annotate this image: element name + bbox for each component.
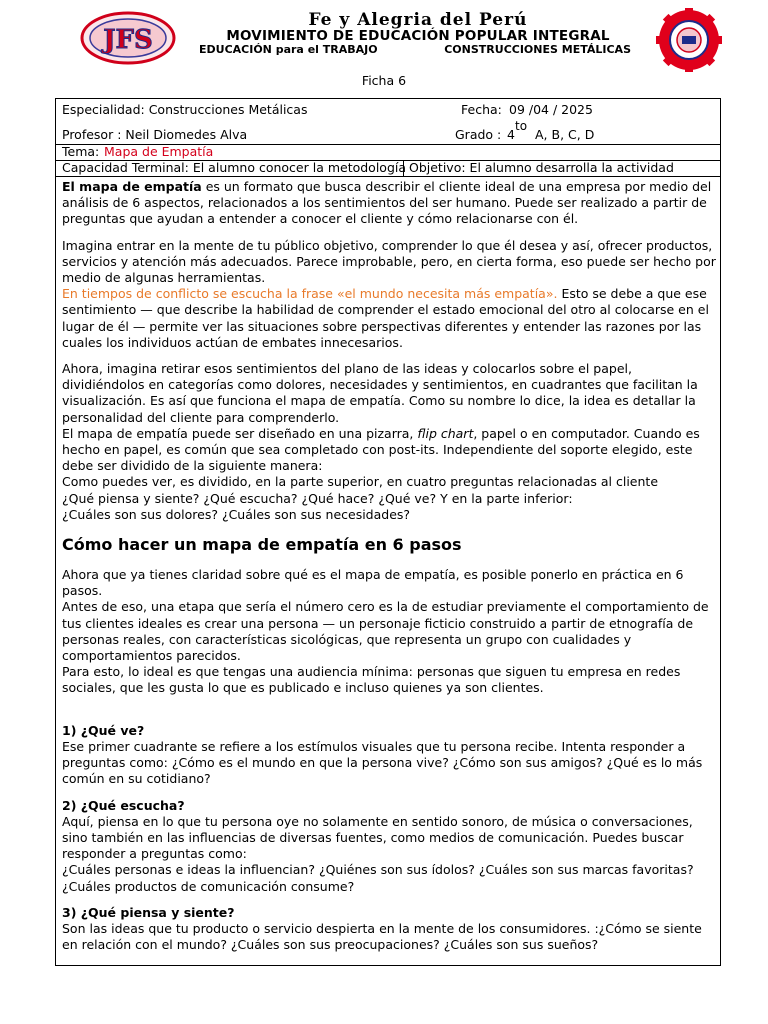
paragraph: ¿Cuáles productos de comunicación consume? <box>62 878 355 894</box>
fecha-value: 09 /04 / 2025 <box>509 102 593 117</box>
fecha-label: Fecha: <box>461 102 502 117</box>
org-name: Fe y Alegria del Perú <box>308 10 528 30</box>
paragraph: Para esto, lo ideal es que tengas una audiencia mínima: personas que siguen tu empresa en redes sociales, que les gusta lo que es publicado e incluso quienes ya son clientes. <box>62 664 681 696</box>
grado-num: 4 <box>507 127 515 142</box>
paragraph: Como puedes ver, es dividido, en la parte superior, en cuatro preguntas relacionadas al cliente <box>62 474 659 490</box>
paragraph: ¿Cuáles personas e ideas la influencian? ¿Quiénes son sus ídolos? ¿Cuáles son sus marcas favoritas? <box>62 862 694 878</box>
paragraph-text: Esto se debe a que ese sentimiento — que describe la habilidad de comprender el estado emocional del otro al colocarse en el lugar de él — permite ver las situaciones sobre perspectivas diferentes y entender las razones por las cuales los individuos actúan de embates innecesarios. <box>62 286 709 350</box>
paragraph: Ahora que ya tienes claridad sobre qué es el mapa de empatía, es posible ponerlo en práctica en 6 pasos. <box>62 567 684 599</box>
objetivo: Objetivo: El alumno desarrolla la actividad <box>409 160 674 175</box>
step-heading: 1) ¿Qué ve? <box>62 722 145 738</box>
gear-seal-icon <box>648 8 730 72</box>
movement-name: MOVIMIENTO DE EDUCACIÓN POPULAR INTEGRAL <box>226 28 610 44</box>
paragraph: ¿Cuáles son sus dolores? ¿Cuáles son sus necesidades? <box>62 506 411 522</box>
especialidad: Especialidad: Construcciones Metálicas <box>62 102 308 117</box>
tema-value: Mapa de Empatía <box>104 144 214 159</box>
paragraph <box>62 179 718 228</box>
paragraph: Son las ideas que tu producto o servicio despierta en la mente de los consumidores. :¿Cómo se siente en relación con el mundo? ¿Cuáles son sus preocupaciones? ¿Cuáles son sus sueños? <box>62 920 702 953</box>
paragraph <box>62 286 718 351</box>
paragraph <box>62 426 718 475</box>
area-line <box>183 43 653 56</box>
worksheet-content <box>62 179 718 953</box>
ficha-title: Ficha 6 <box>361 73 407 88</box>
paragraph: Aquí, piensa en lo que tu persona oye no solamente en sentido sonoro, de música o conversaciones, sino también en las influencias de diversas fuentes, como medios de comunicación. Puedes buscar responder a preguntas como: <box>62 813 693 862</box>
school-logo <box>80 10 176 66</box>
paragraph-text: es un formato que busca describir el cliente ideal de una empresa por medio del análisis de 6 aspectos, relacionados a los sentimientos del ser humano. Puede ser realizado a partir de preguntas que ayudan a entender a conocer el cliente y cómo relacionarse con él. <box>62 179 712 227</box>
tema-label: Tema: <box>62 144 100 159</box>
paragraph: ¿Qué piensa y siente? ¿Qué escucha? ¿Qué hace? ¿Qué ve? Y en la parte inferior: <box>62 490 573 506</box>
grado-sup: to <box>515 119 528 133</box>
paragraph-text: , papel o en computador. Cuando es hecho en papel, es común que sea completado con post-its. Independiente del soporte elegido, este debe ser dividido de la siguiente manera: <box>62 425 700 474</box>
paragraph: Ahora, imagina retirar esos sentimientos del plano de las ideas y colocarlos sobre el papel, dividiéndolos en categorías como dolores, necesidades y sentimientos, en cuadrantes que facilitan la visualización. Es así que funciona el mapa de empatía. Como su nombre lo dice, la idea es detallar la personalidad del cliente para comprenderlo. <box>62 361 698 425</box>
document-header <box>0 0 768 70</box>
grado-secciones: A, B, C, D <box>535 127 595 142</box>
section-heading: Cómo hacer un mapa de empatía en 6 pasos <box>62 535 462 555</box>
tema-row <box>56 145 720 161</box>
highlight-quote: En tiempos de conflicto se escucha la frase «el mundo necesita más empatía». <box>62 286 558 302</box>
paragraph-text: El mapa de empatía puede ser diseñado en una pizarra, <box>62 425 418 441</box>
cell-divider <box>403 161 404 176</box>
grado-label: Grado : <box>455 127 502 142</box>
capacidad-row <box>56 161 720 177</box>
bold-term: El mapa de empatía <box>62 179 202 194</box>
worksheet-frame <box>55 98 721 966</box>
step-heading: 2) ¿Qué escucha? <box>62 797 185 813</box>
paragraph: Imagina entrar en la mente de tu público objetivo, comprender lo que él desea y así, ofrecer productos, servicios y atención más adecuados. Parece improbable, pero, en cierta forma, eso puede ser hecho por medio de algunas herramientas. <box>62 237 716 286</box>
area-left: EDUCACIÓN para el TRABAJO <box>199 43 378 56</box>
capacidad: Capacidad Terminal: El alumno conocer la metodología <box>62 160 407 175</box>
area-right: CONSTRUCCIONES METÁLICAS <box>444 43 631 56</box>
step-heading: 3) ¿Qué piensa y siente? <box>62 904 235 920</box>
profesor: Profesor : Neil Diomedes Alva <box>62 127 248 142</box>
svg-text:JFS: JFS <box>103 25 153 55</box>
paragraph: Antes de eso, una etapa que sería el número cero es la de estudiar previamente el comportamiento de tus clientes ideales es crear una persona — un personaje ficticio construido a partir de etnografía de personas reales, con características sicológicas, que representa un grupo con cualidades y comportamientos parecidos. <box>62 599 709 664</box>
paragraph: Ese primer cuadrante se refiere a los estímulos visuales que tu persona recibe. Intenta responder a preguntas como: ¿Cómo es el mundo en que la persona vive? ¿Cómo son sus amigos? ¿Qué es lo más común en su cotidiano? <box>62 738 703 787</box>
italic-term: flip chart <box>417 425 474 441</box>
info-row <box>56 99 720 145</box>
